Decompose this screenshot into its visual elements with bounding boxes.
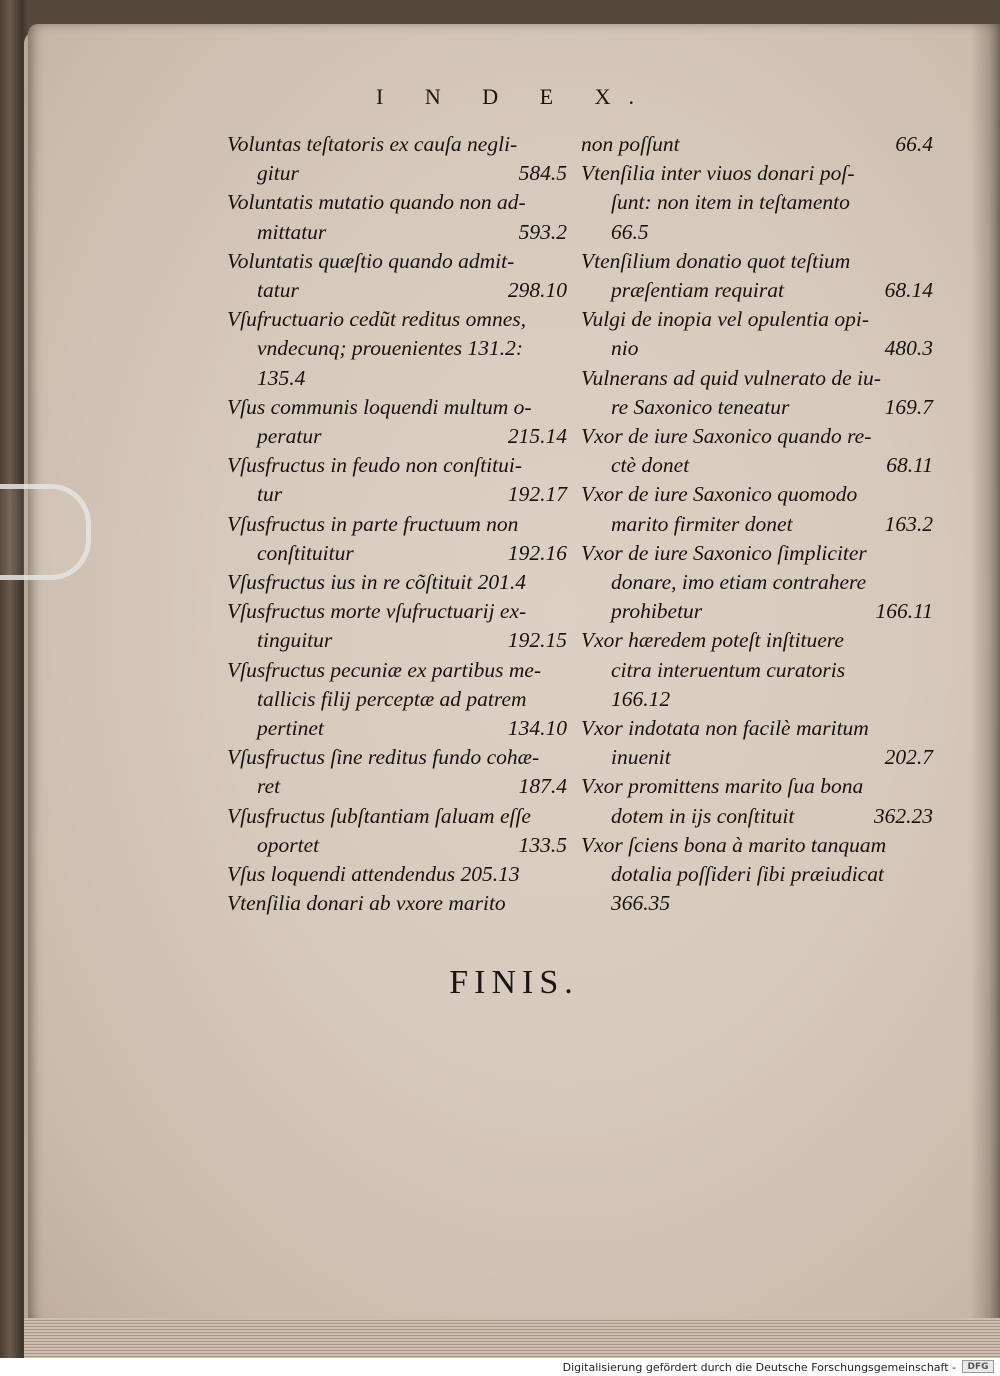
index-entry-line bbox=[581, 802, 933, 831]
index-entry-line bbox=[581, 334, 933, 363]
index-entry-text: Vſus communis loquendi multum o- bbox=[227, 394, 532, 419]
index-entry-line bbox=[227, 422, 567, 451]
index-entry-text: Vulnerans ad quid vulnerato de iu- bbox=[581, 365, 881, 390]
index-entry-text: Vſusfructus pecuniæ ex partibus me- bbox=[227, 657, 542, 682]
index-entry-line bbox=[581, 656, 933, 685]
index-entry-text: Voluntas teſtatoris ex cauſa negli- bbox=[227, 132, 518, 156]
index-entry-text: dotalia poſſideri ſibi præiudicat bbox=[611, 862, 884, 887]
index-entry-line bbox=[227, 510, 567, 539]
index-entry-line bbox=[227, 188, 567, 217]
page-reference: 133.5 bbox=[518, 832, 567, 857]
index-entry-text: marito firmiter donet bbox=[611, 511, 793, 536]
index-entry-text: Vtenſilia donari ab vxore marito bbox=[227, 891, 506, 916]
page-reference: 192.17 bbox=[507, 482, 567, 507]
index-entry bbox=[227, 130, 567, 188]
index-entry-line bbox=[581, 480, 933, 509]
index-entry-line bbox=[227, 480, 567, 509]
index-entry-line bbox=[581, 831, 933, 860]
index-entry-line bbox=[227, 276, 567, 305]
index-entry bbox=[581, 772, 933, 830]
page-reference: 192.15 bbox=[507, 628, 567, 653]
index-entry-line bbox=[581, 685, 933, 714]
index-column-right bbox=[581, 130, 933, 918]
index-entry-line bbox=[227, 597, 567, 626]
index-entry-text: citra interuentum curatoris bbox=[611, 657, 846, 682]
index-entry-line bbox=[581, 714, 933, 743]
index-entry-text: Vſusfructus ſine reditus fundo cohæ- bbox=[227, 745, 540, 770]
index-entry-line bbox=[227, 218, 567, 247]
index-entry-text: non poſſunt bbox=[581, 132, 680, 156]
page-reference: 163.2 bbox=[884, 511, 933, 536]
page-reference: 298.10 bbox=[507, 278, 567, 303]
index-entry-text: prohibetur bbox=[611, 599, 703, 624]
index-entry-line bbox=[227, 539, 567, 568]
index-entry-text: Vulgi de inopia vel opulentia opi- bbox=[581, 307, 870, 332]
index-entry bbox=[227, 597, 567, 655]
index-entry-line bbox=[227, 626, 567, 655]
index-entry-line bbox=[227, 568, 567, 597]
index-entry bbox=[581, 364, 933, 422]
index-entry-line bbox=[581, 889, 933, 918]
index-entry bbox=[581, 130, 933, 159]
index-entry bbox=[227, 568, 567, 597]
index-entry-text: nio bbox=[611, 336, 639, 361]
index-entry-line bbox=[581, 451, 933, 480]
index-entry-text: tur bbox=[257, 482, 283, 507]
index-entry-line bbox=[581, 305, 933, 334]
index-entry-text: Vxor ſciens bona à marito tanquam bbox=[581, 832, 887, 857]
index-entry-text: Vxor de iure Saxonico quando re- bbox=[581, 424, 872, 449]
index-entry-line bbox=[227, 802, 567, 831]
index-entry-line bbox=[581, 247, 933, 276]
index-entry-text: tallicis filij perceptæ ad patrem bbox=[257, 686, 527, 711]
index-entry-text: inuenit bbox=[611, 745, 671, 770]
footer-bar bbox=[0, 1358, 1000, 1376]
index-entry bbox=[581, 422, 933, 480]
page-reference: 187.4 bbox=[518, 774, 567, 799]
index-entry bbox=[227, 510, 567, 568]
page-reference: 202.7 bbox=[884, 745, 933, 770]
index-entry-text: Vxor de iure Saxonico ſimpliciter bbox=[581, 540, 867, 565]
index-entry-text: Vſusfructus ius in re cõſtituit 201.4 bbox=[227, 570, 527, 595]
index-entry-text: tatur bbox=[257, 278, 299, 303]
index-entry bbox=[581, 714, 933, 772]
index-entry-text: Vſusfructus morte vſufructuarij ex- bbox=[227, 599, 527, 624]
index-entry bbox=[227, 889, 567, 918]
index-entry bbox=[227, 802, 567, 860]
index-entry-text: dotem in ijs conſtituit bbox=[611, 803, 795, 828]
index-entry-text: conſtituitur bbox=[257, 540, 354, 565]
index-entry-line bbox=[581, 218, 933, 247]
index-entry-line bbox=[581, 597, 933, 626]
index-entry-line bbox=[581, 159, 933, 188]
index-entry-text: 166.12 bbox=[611, 686, 671, 711]
index-entry-line bbox=[581, 276, 933, 305]
page-reference: 362.23 bbox=[873, 803, 933, 828]
index-entry-text: mittatur bbox=[257, 219, 327, 244]
index-entry-text: Vſus loquendi attendendus 205.13 bbox=[227, 862, 520, 887]
index-entry-text: præſentiam requirat bbox=[611, 278, 784, 303]
index-entry bbox=[581, 305, 933, 363]
index-entry bbox=[227, 188, 567, 246]
index-entry-line bbox=[581, 743, 933, 772]
index-entry-line bbox=[581, 568, 933, 597]
index-entry-line bbox=[581, 772, 933, 801]
index-entry-text: Voluntatis mutatio quando non ad- bbox=[227, 190, 526, 215]
index-entry-line bbox=[581, 393, 933, 422]
index-entry-text: tinguitur bbox=[257, 628, 333, 653]
index-entry bbox=[227, 743, 567, 801]
index-entry-line bbox=[581, 860, 933, 889]
index-entry-line bbox=[227, 860, 567, 889]
index-entry-text: Vxor de iure Saxonico quomodo bbox=[581, 482, 858, 507]
index-entry bbox=[227, 305, 567, 393]
index-entry bbox=[227, 393, 567, 451]
index-entry bbox=[581, 831, 933, 919]
index-entry bbox=[227, 451, 567, 509]
index-entry-line bbox=[227, 831, 567, 860]
index-entry-text: oportet bbox=[257, 832, 320, 857]
index-entry-line bbox=[581, 422, 933, 451]
index-entry-text: 66.5 bbox=[611, 219, 649, 244]
index-entry-text: 366.35 bbox=[611, 891, 671, 916]
running-head: I N D E X. bbox=[376, 84, 652, 109]
paper-clip bbox=[0, 484, 91, 580]
index-entry-line bbox=[227, 159, 567, 188]
index-entry bbox=[581, 539, 933, 627]
index-entry-text: peratur bbox=[257, 424, 322, 449]
index-entry-text: ret bbox=[257, 774, 281, 799]
index-entry-text: Voluntatis quæſtio quando admit- bbox=[227, 248, 515, 273]
page-stack-edge bbox=[24, 1318, 1000, 1358]
index-entry-line bbox=[581, 364, 933, 393]
index-entry-line bbox=[581, 626, 933, 655]
index-entry-line bbox=[227, 364, 567, 393]
page-reference: 169.7 bbox=[884, 394, 933, 419]
index-entry-line bbox=[227, 772, 567, 801]
page-reference: 480.3 bbox=[884, 336, 933, 361]
index-entry bbox=[581, 247, 933, 305]
index-entry-text: ſunt: non item in teſtamento bbox=[611, 190, 850, 215]
index-entry bbox=[581, 480, 933, 538]
index-entry-line bbox=[227, 743, 567, 772]
page-reference: 166.11 bbox=[875, 599, 933, 624]
index-entry-text: vndecunq; prouenientes 131.2: bbox=[257, 336, 524, 361]
index-entry-text: Vſusfructus in parte fructuum non bbox=[227, 511, 519, 536]
page-reference: 215.14 bbox=[507, 424, 567, 449]
page-reference: 134.10 bbox=[507, 716, 567, 741]
index-entry-line bbox=[227, 451, 567, 480]
index-entry-text: Vtenſilium donatio quot teſtium bbox=[581, 248, 851, 273]
index-entry-line bbox=[227, 334, 567, 363]
page-reference: 66.4 bbox=[895, 132, 933, 156]
index-entry-line bbox=[581, 510, 933, 539]
index-entry-text: donare, imo etiam contrahere bbox=[611, 570, 867, 595]
page-reference: 68.11 bbox=[886, 453, 933, 478]
book-page bbox=[28, 24, 1000, 1330]
index-entry bbox=[581, 159, 933, 247]
index-entry-line bbox=[227, 305, 567, 334]
index-entry-text: re Saxonico teneatur bbox=[611, 394, 790, 419]
index-entry-text: 135.4 bbox=[257, 365, 306, 390]
finis-heading: FINIS. bbox=[449, 964, 579, 1001]
index-entry-line bbox=[581, 130, 933, 159]
index-entry bbox=[227, 860, 567, 889]
index-entry-line bbox=[581, 539, 933, 568]
index-entry-line bbox=[227, 247, 567, 276]
index-entry-text: ctè donet bbox=[611, 453, 690, 478]
index-entry bbox=[581, 626, 933, 714]
index-entry-line bbox=[227, 714, 567, 743]
index-entry-text: pertinet bbox=[257, 716, 324, 741]
index-entry-line bbox=[581, 188, 933, 217]
index-entry-line bbox=[227, 685, 567, 714]
index-entry-line bbox=[227, 656, 567, 685]
page-reference: 68.14 bbox=[884, 278, 933, 303]
index-column-left bbox=[227, 130, 567, 918]
gutter-shadow bbox=[970, 24, 1000, 1330]
index-entry bbox=[227, 656, 567, 744]
dfg-logo: DFG bbox=[962, 1360, 994, 1373]
index-entry bbox=[227, 247, 567, 305]
index-entry-line bbox=[227, 889, 567, 918]
index-entry-text: Vxor indotata non facilè maritum bbox=[581, 716, 869, 741]
index-entry-text: gitur bbox=[257, 161, 299, 186]
index-entry-text: Vtenſilia inter viuos donari poſ- bbox=[581, 161, 855, 186]
index-entry-text: Vſufructuario cedũt reditus omnes, bbox=[227, 307, 526, 332]
index-entry-text: Vxor promittens marito ſua bona bbox=[581, 774, 864, 799]
index-entry-text: Vſusfructus ſubſtantiam ſaluam eſſe bbox=[227, 803, 531, 828]
page-reference: 584.5 bbox=[518, 161, 567, 186]
index-entry-line bbox=[227, 130, 567, 159]
footer-credit: Digitalisierung gefördert durch die Deutsche Forschungsgemeinschaft - bbox=[562, 1361, 956, 1374]
page-reference: 593.2 bbox=[518, 219, 567, 244]
page-reference: 192.16 bbox=[507, 540, 567, 565]
index-entry-text: Vxor hæredem poteſt inſtituere bbox=[581, 628, 844, 653]
index-entry-line bbox=[227, 393, 567, 422]
index-entry-text: Vſusfructus in feudo non conſtitui- bbox=[227, 453, 523, 478]
